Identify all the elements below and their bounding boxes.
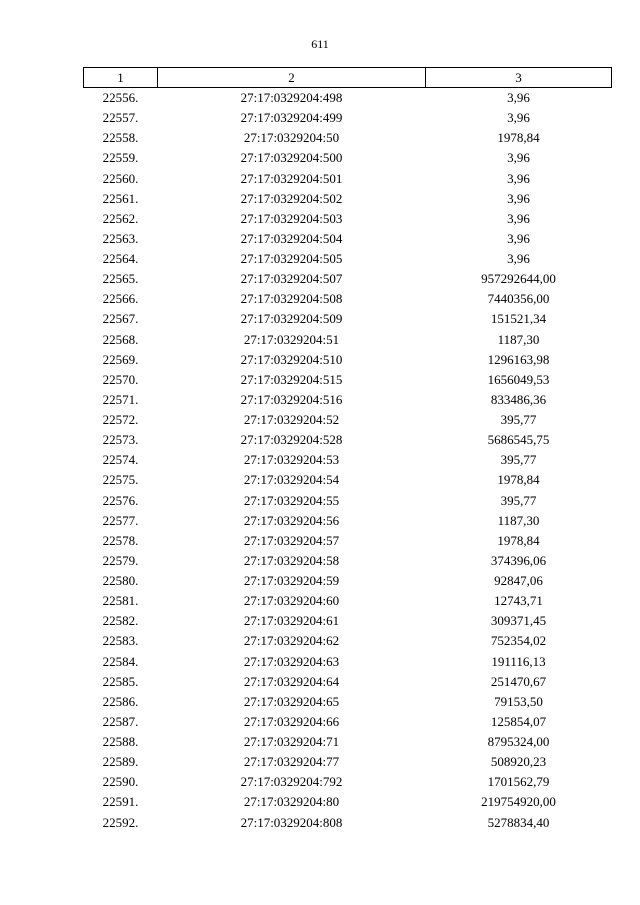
row-number-cell: 22592. bbox=[102, 814, 139, 830]
row-number-cell: 22576. bbox=[102, 492, 139, 508]
value-cell: 3,96 bbox=[507, 150, 530, 166]
value-cell: 3,96 bbox=[507, 110, 530, 126]
cadastral-number-cell: 27:17:0329204:503 bbox=[240, 210, 343, 226]
table-row bbox=[84, 470, 612, 490]
table-body bbox=[84, 88, 612, 833]
table-row bbox=[84, 330, 612, 350]
header-row bbox=[84, 68, 612, 88]
row-number-cell: 22574. bbox=[102, 452, 139, 468]
row-number-cell: 22569. bbox=[102, 351, 139, 367]
cadastral-number-cell: 27:17:0329204:54 bbox=[243, 472, 340, 488]
value-cell: 191116,13 bbox=[491, 653, 546, 669]
row-number-cell: 22567. bbox=[102, 311, 139, 327]
table-row bbox=[84, 692, 612, 712]
value-cell: 12743,71 bbox=[494, 593, 543, 609]
row-number-cell: 22591. bbox=[102, 794, 139, 810]
value-cell: 251470,67 bbox=[490, 673, 547, 689]
table-row bbox=[84, 732, 612, 752]
value-cell: 374396,06 bbox=[490, 552, 547, 568]
cadastral-number-cell: 27:17:0329204:60 bbox=[243, 593, 340, 609]
cadastral-number-cell: 27:17:0329204:53 bbox=[243, 452, 340, 468]
cadastral-number-cell: 27:17:0329204:66 bbox=[243, 713, 340, 729]
row-number-cell: 22590. bbox=[102, 774, 139, 790]
table-row bbox=[84, 491, 612, 511]
row-number-cell: 22579. bbox=[102, 552, 139, 568]
value-cell: 3,96 bbox=[507, 170, 530, 186]
value-cell: 1978,84 bbox=[497, 532, 540, 548]
row-number-cell: 22585. bbox=[102, 673, 139, 689]
table-row bbox=[84, 108, 612, 128]
row-number-cell: 22581. bbox=[102, 593, 139, 609]
column-header-2: 2 bbox=[158, 68, 426, 88]
value-cell: 219754920,00 bbox=[481, 794, 556, 810]
table-row bbox=[84, 309, 612, 329]
table-header bbox=[84, 68, 612, 88]
table-row bbox=[84, 531, 612, 551]
value-cell: 395,77 bbox=[500, 412, 537, 428]
row-number-cell: 22588. bbox=[102, 734, 139, 750]
value-cell: 957292644,00 bbox=[481, 271, 556, 287]
value-cell: 752354,02 bbox=[490, 633, 547, 649]
cadastral-number-cell: 27:17:0329204:80 bbox=[243, 794, 340, 810]
table-row bbox=[84, 511, 612, 531]
value-cell: 5686545,75 bbox=[487, 432, 550, 448]
table-row bbox=[84, 712, 612, 732]
cadastral-number-cell: 27:17:0329204:510 bbox=[240, 351, 343, 367]
table-row bbox=[84, 752, 612, 772]
value-cell: 5278834,40 bbox=[487, 814, 550, 830]
cadastral-number-cell: 27:17:0329204:63 bbox=[243, 653, 340, 669]
table-row bbox=[84, 249, 612, 269]
row-number-cell: 22587. bbox=[102, 713, 139, 729]
cadastral-table bbox=[83, 67, 612, 833]
table-row bbox=[84, 551, 612, 571]
value-cell: 7440356,00 bbox=[487, 291, 550, 307]
row-number-cell: 22568. bbox=[102, 331, 139, 347]
row-number-cell: 22559. bbox=[102, 150, 139, 166]
table-row bbox=[84, 571, 612, 591]
cadastral-number-cell: 27:17:0329204:499 bbox=[240, 110, 343, 126]
table-row bbox=[84, 792, 612, 812]
table-row bbox=[84, 269, 612, 289]
cadastral-number-cell: 27:17:0329204:528 bbox=[240, 432, 343, 448]
cadastral-number-cell: 27:17:0329204:71 bbox=[243, 734, 340, 750]
cadastral-number-cell: 27:17:0329204:51 bbox=[243, 331, 340, 347]
table-row bbox=[84, 128, 612, 148]
row-number-cell: 22571. bbox=[102, 391, 139, 407]
row-number-cell: 22589. bbox=[102, 754, 139, 770]
row-number-cell: 22577. bbox=[102, 512, 139, 528]
value-cell: 1296163,98 bbox=[487, 351, 550, 367]
row-number-cell: 22584. bbox=[102, 653, 139, 669]
cadastral-number-cell: 27:17:0329204:500 bbox=[240, 150, 343, 166]
row-number-cell: 22562. bbox=[102, 210, 139, 226]
cadastral-number-cell: 27:17:0329204:498 bbox=[240, 90, 343, 106]
cadastral-number-cell: 27:17:0329204:61 bbox=[243, 613, 340, 629]
value-cell: 1187,30 bbox=[497, 331, 540, 347]
value-cell: 395,77 bbox=[500, 492, 537, 508]
value-cell: 3,96 bbox=[507, 210, 530, 226]
row-number-cell: 22558. bbox=[102, 130, 139, 146]
row-number-cell: 22565. bbox=[102, 271, 139, 287]
table-row bbox=[84, 289, 612, 309]
row-number-cell: 22578. bbox=[102, 532, 139, 548]
table-row bbox=[84, 189, 612, 209]
value-cell: 125854,07 bbox=[490, 713, 547, 729]
row-number-cell: 22564. bbox=[102, 251, 139, 267]
value-cell: 833486,36 bbox=[490, 391, 547, 407]
table-row bbox=[84, 591, 612, 611]
row-number-cell: 22575. bbox=[102, 472, 139, 488]
cadastral-number-cell: 27:17:0329204:77 bbox=[243, 754, 340, 770]
cadastral-number-cell: 27:17:0329204:62 bbox=[243, 633, 340, 649]
cadastral-number-cell: 27:17:0329204:55 bbox=[243, 492, 340, 508]
value-cell: 151521,34 bbox=[490, 311, 547, 327]
row-number-cell: 22580. bbox=[102, 573, 139, 589]
cadastral-number-cell: 27:17:0329204:808 bbox=[240, 814, 343, 830]
row-number-cell: 22560. bbox=[102, 170, 139, 186]
table-row bbox=[84, 209, 612, 229]
row-number-cell: 22586. bbox=[102, 693, 139, 709]
value-cell: 1656049,53 bbox=[487, 371, 550, 387]
value-cell: 8795324,00 bbox=[487, 734, 550, 750]
value-cell: 3,96 bbox=[507, 190, 530, 206]
table-row bbox=[84, 813, 612, 833]
cadastral-number-cell: 27:17:0329204:52 bbox=[243, 412, 340, 428]
table-row bbox=[84, 229, 612, 249]
cadastral-number-cell: 27:17:0329204:58 bbox=[243, 552, 340, 568]
table-row bbox=[84, 148, 612, 168]
cadastral-number-cell: 27:17:0329204:57 bbox=[243, 532, 340, 548]
value-cell: 1978,84 bbox=[497, 472, 540, 488]
value-cell: 3,96 bbox=[507, 90, 530, 106]
column-header-3: 3 bbox=[426, 68, 612, 88]
value-cell: 1701562,79 bbox=[487, 774, 550, 790]
cadastral-number-cell: 27:17:0329204:501 bbox=[240, 170, 343, 186]
row-number-cell: 22561. bbox=[102, 190, 139, 206]
row-number-cell: 22557. bbox=[102, 110, 139, 126]
row-number-cell: 22563. bbox=[102, 230, 139, 246]
table-row bbox=[84, 672, 612, 692]
cadastral-number-cell: 27:17:0329204:56 bbox=[243, 512, 340, 528]
cadastral-number-cell: 27:17:0329204:504 bbox=[240, 230, 343, 246]
table-row bbox=[84, 390, 612, 410]
value-cell: 1187,30 bbox=[497, 512, 540, 528]
cadastral-number-cell: 27:17:0329204:505 bbox=[240, 251, 343, 267]
row-number-cell: 22583. bbox=[102, 633, 139, 649]
cadastral-number-cell: 27:17:0329204:59 bbox=[243, 573, 340, 589]
value-cell: 508920,23 bbox=[490, 754, 547, 770]
table-row bbox=[84, 611, 612, 631]
row-number-cell: 22573. bbox=[102, 432, 139, 448]
cadastral-number-cell: 27:17:0329204:502 bbox=[240, 190, 343, 206]
cadastral-number-cell: 27:17:0329204:50 bbox=[243, 130, 340, 146]
table-row bbox=[84, 450, 612, 470]
cadastral-number-cell: 27:17:0329204:508 bbox=[240, 291, 343, 307]
value-cell: 3,96 bbox=[507, 230, 530, 246]
row-number-cell: 22556. bbox=[102, 90, 139, 106]
value-cell: 309371,45 bbox=[490, 613, 547, 629]
table-row bbox=[84, 430, 612, 450]
cadastral-number-cell: 27:17:0329204:64 bbox=[243, 673, 340, 689]
row-number-cell: 22570. bbox=[102, 371, 139, 387]
row-number-cell: 22572. bbox=[102, 412, 139, 428]
table-row bbox=[84, 772, 612, 792]
table-row bbox=[84, 652, 612, 672]
cadastral-number-cell: 27:17:0329204:792 bbox=[240, 774, 343, 790]
cadastral-number-cell: 27:17:0329204:509 bbox=[240, 311, 343, 327]
table-row bbox=[84, 350, 612, 370]
page-number: 611 bbox=[311, 37, 329, 51]
table-row bbox=[84, 88, 612, 109]
row-number-cell: 22566. bbox=[102, 291, 139, 307]
row-number-cell: 22582. bbox=[102, 613, 139, 629]
table-row bbox=[84, 169, 612, 189]
cadastral-number-cell: 27:17:0329204:507 bbox=[240, 271, 343, 287]
value-cell: 79153,50 bbox=[494, 693, 543, 709]
value-cell: 1978,84 bbox=[497, 130, 540, 146]
table-row bbox=[84, 631, 612, 651]
value-cell: 3,96 bbox=[507, 251, 530, 267]
column-header-1: 1 bbox=[84, 68, 158, 88]
value-cell: 92847,06 bbox=[494, 573, 543, 589]
table-row bbox=[84, 370, 612, 390]
value-cell: 395,77 bbox=[500, 452, 537, 468]
table-row bbox=[84, 410, 612, 430]
cadastral-number-cell: 27:17:0329204:65 bbox=[243, 693, 340, 709]
cadastral-number-cell: 27:17:0329204:516 bbox=[240, 391, 343, 407]
cadastral-number-cell: 27:17:0329204:515 bbox=[240, 371, 343, 387]
